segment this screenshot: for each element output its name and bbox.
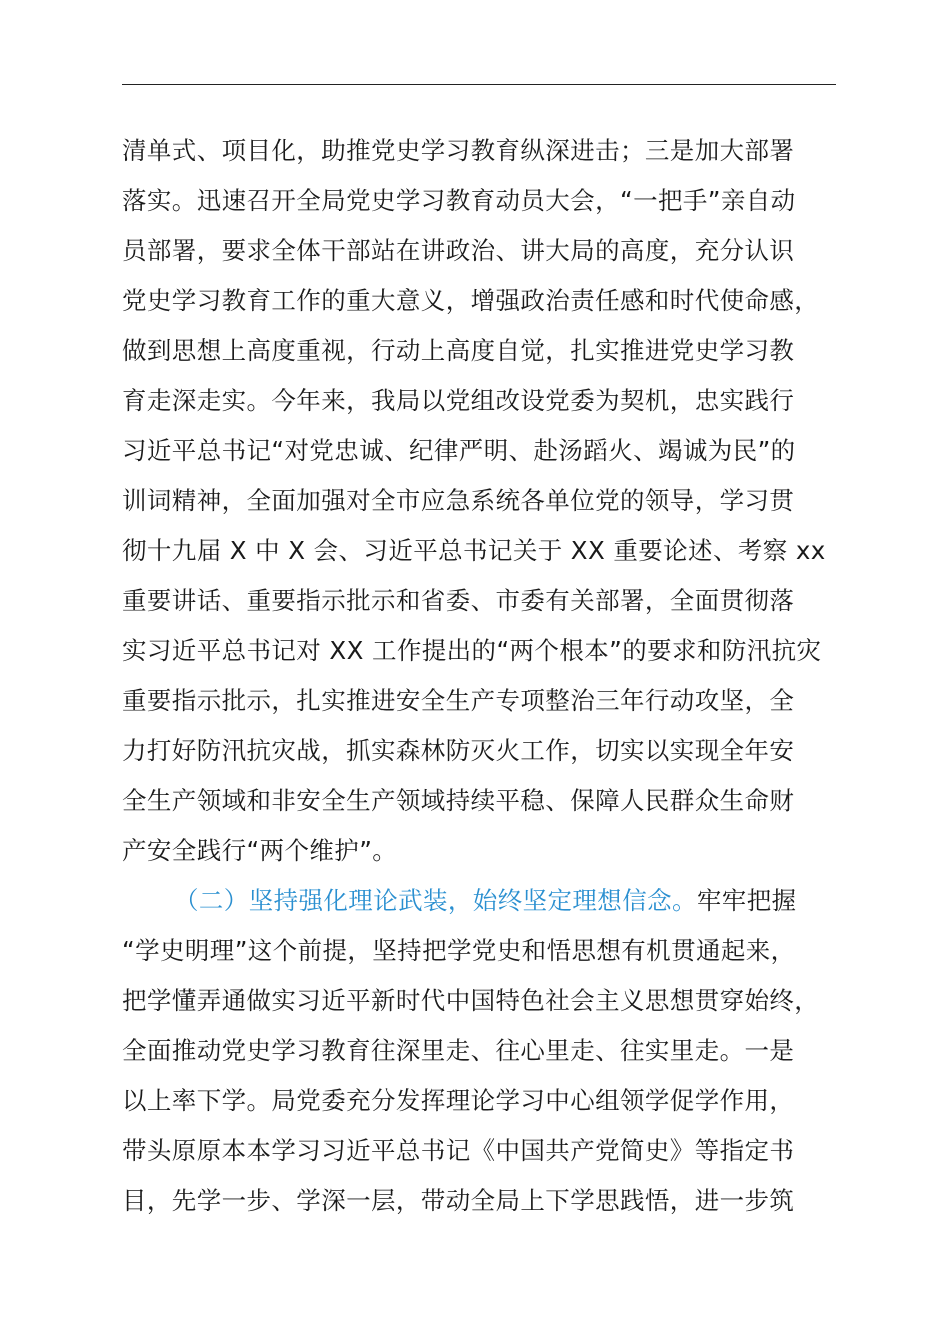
body-line: 重要指示批示，扎实推进安全生产专项整治三年行动攻坚，全	[122, 686, 795, 715]
body-line: “学史明理”这个前提，坚持把学党史和悟思想有机贯通起来，	[122, 936, 796, 965]
body-line: 目，先学一步、学深一层，带动全局上下学思践悟，进一步筑	[122, 1186, 795, 1215]
header-rule	[122, 84, 836, 85]
body-line: 把学懂弄通做实习近平新时代中国特色社会主义思想贯穿始终，	[122, 986, 820, 1015]
body-line: 育走深走实。今年来，我局以党组改设党委为契机，忠实践行	[122, 386, 795, 415]
body-line: 带头原原本本学习习近平总书记《中国共产党简史》等指定书	[122, 1136, 795, 1165]
body-line: 落实。迅速召开全局党史学习教育动员大会，“一把手”亲自动	[122, 186, 796, 215]
body-line: 训词精神，全面加强对全市应急系统各单位党的领导，学习贯	[122, 486, 795, 515]
body-line: 习近平总书记“对党忠诚、纪律严明、赴汤蹈火、竭诚为民”的	[122, 436, 796, 465]
body-line: 全生产领域和非安全生产领域持续平稳、保障人民群众生命财	[122, 786, 795, 815]
body-line: 党史学习教育工作的重大意义，增强政治责任感和时代使命感，	[122, 286, 820, 315]
section-heading-tail: 牢牢把握	[696, 886, 797, 915]
body-line: 实习近平总书记对 XX 工作提出的“两个根本”的要求和防汛抗灾	[122, 636, 822, 665]
body-line: 力打好防汛抗灾战，抓实森林防灭火工作，切实以实现全年安	[122, 736, 795, 765]
body-line: 清单式、项目化，助推党史学习教育纵深进击；三是加大部署	[122, 136, 795, 165]
body-line: 全面推动党史学习教育往深里走、往心里走、往实里走。一是	[122, 1036, 795, 1065]
section-heading-line	[122, 876, 842, 926]
body-line: 产安全践行“两个维护”。	[122, 836, 398, 865]
body-line: 重要讲话、重要指示批示和省委、市委有关部署，全面贯彻落	[122, 586, 795, 615]
section-heading: （二）坚持强化理论武装，始终坚定理想信念。	[174, 886, 697, 915]
body-line: 以上率下学。局党委充分发挥理论学习中心组领学促学作用，	[122, 1086, 795, 1115]
body-line: 彻十九届 X 中 X 会、习近平总书记关于 XX 重要论述、考察 xx	[122, 536, 826, 565]
document-body	[122, 126, 842, 1226]
body-line: 做到思想上高度重视，行动上高度自觉，扎实推进党史学习教	[122, 336, 795, 365]
body-line: 员部署，要求全体干部站在讲政治、讲大局的高度，充分认识	[122, 236, 795, 265]
